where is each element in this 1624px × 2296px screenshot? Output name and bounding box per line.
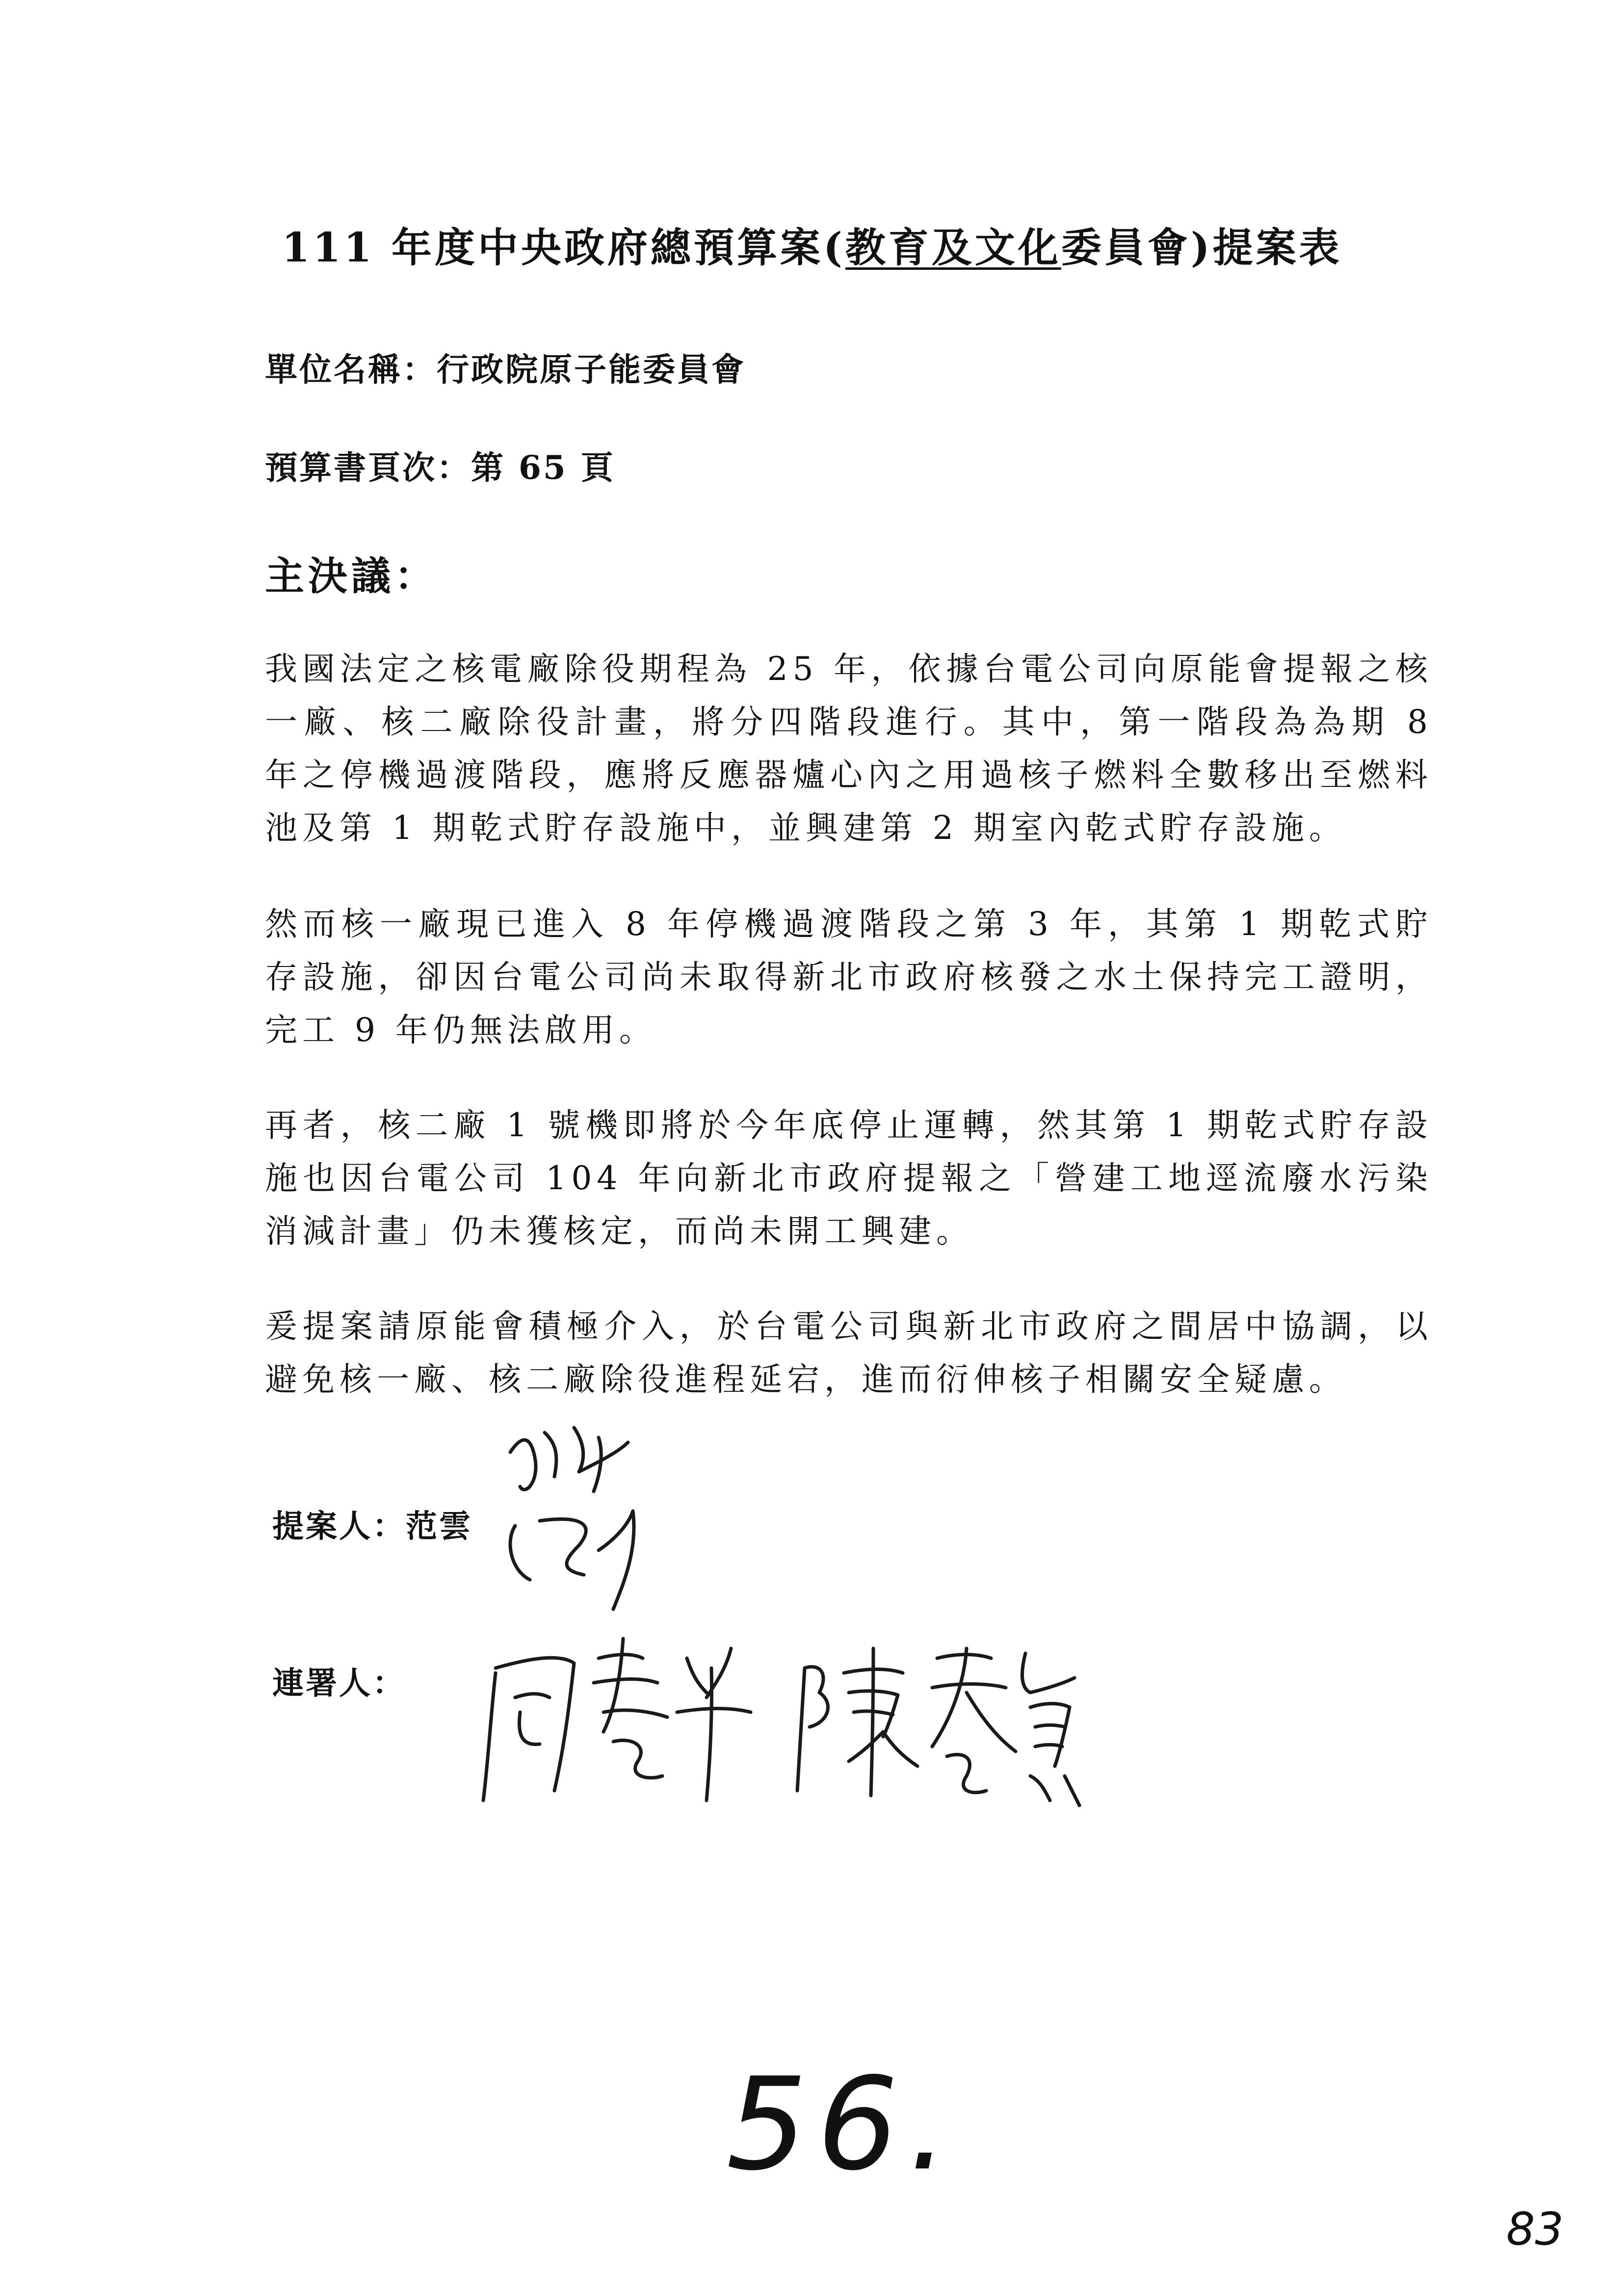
resolution-paragraph-1: 我國法定之核電廠除役期程為 25 年，依據台電公司向原能會提報之核一廠、核二廠除役計畫，將分四階段進行。其中，第一階段為為期 8 年之停機過渡階段，應將反應器爐心內之用過核子燃料全數移出至燃料池及第 1 期乾式貯存設施中，並興建第 2 期室內乾式貯存設施。 — [265, 650, 1433, 847]
proposer-row — [272, 1501, 472, 1546]
unit-label: 單位名稱： — [265, 350, 437, 389]
page-title — [0, 216, 1624, 273]
budget-page-field — [265, 442, 615, 488]
unit-value: 行政院原子能委員會 — [437, 350, 746, 389]
cosigner-label: 連署人： — [272, 1665, 406, 1702]
cosigner-signature-2 — [790, 1634, 1084, 1810]
budget-page-label: 預算書頁次： — [265, 448, 471, 487]
cosigner-signature-1-strokes — [476, 1629, 760, 1815]
title-prefix: 111 年度中央政府總預算案( — [282, 224, 845, 271]
cosigner-row — [272, 1658, 406, 1703]
cosigner-signature-1 — [476, 1629, 760, 1815]
proposer-name: 范雲 — [406, 1508, 472, 1545]
handwritten-page-number: 83 — [1506, 2203, 1564, 2255]
resolution-paragraph-2: 然而核一廠現已進入 8 年停機過渡階段之第 3 年，其第 1 期乾式貯存設施，卻因台電公司尚未取得新北市政府核發之水土保持完工證明，完工 9 年仍無法啟用。 — [265, 905, 1433, 1049]
title-suffix: 委員會)提案表 — [1061, 224, 1342, 271]
proposer-signature-strokes — [500, 1423, 677, 1629]
resolution-paragraph-3: 再者，核二廠 1 號機即將於今年底停止運轉，然其第 1 期乾式貯存設施也因台電公司 104 年向新北市政府提報之「營建工地逕流廢水污染消減計畫」仍未獲核定，而尚未開工興建。 — [265, 1106, 1433, 1250]
proposer-label: 提案人： — [272, 1508, 406, 1545]
resolution-paragraph-4: 爰提案請原能會積極介入，於台電公司與新北市政府之間居中協調，以避免核一廠、核二廠除役進程延宕，進而衍伸核子相關安全疑慮。 — [265, 1307, 1433, 1398]
title-committee: 教育及文化 — [845, 224, 1061, 271]
proposer-signature — [500, 1423, 677, 1629]
unit-field — [265, 343, 746, 390]
budget-page-value: 第 65 頁 — [471, 448, 615, 487]
resolution-heading: 主決議： — [265, 553, 438, 599]
cosigner-signature-2-strokes — [790, 1634, 1084, 1810]
handwritten-item-number: 56. — [726, 2051, 959, 2199]
